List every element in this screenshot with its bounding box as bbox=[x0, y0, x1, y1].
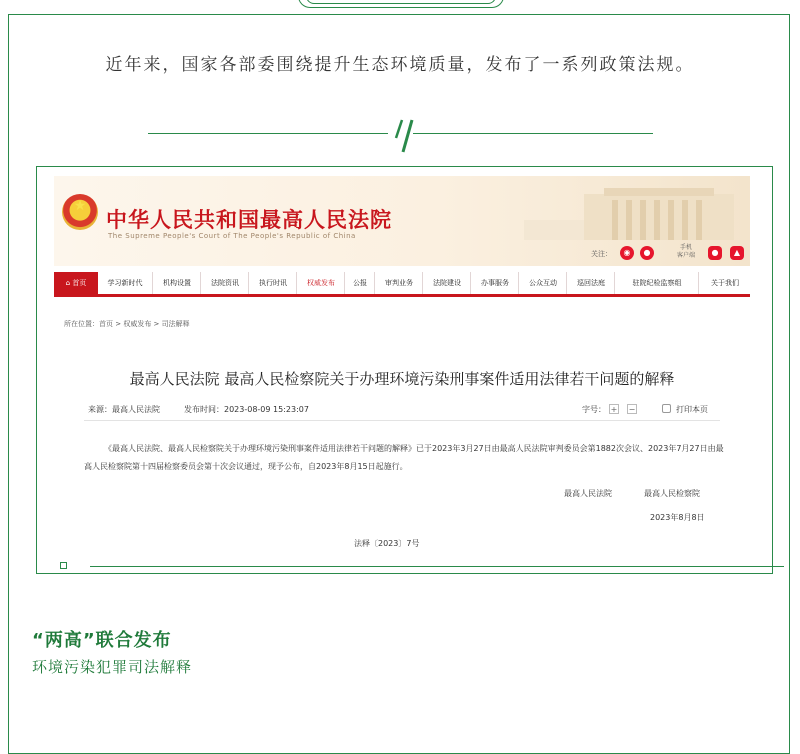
nav-item-court-news[interactable]: 法院资讯 bbox=[200, 272, 249, 294]
caption-subtitle: 环境污染犯罪司法解释 bbox=[32, 658, 193, 676]
nav-item-public-interaction[interactable]: 公众互动 bbox=[518, 272, 567, 294]
document-number: 法释〔2023〕7号 bbox=[354, 539, 420, 548]
article-publish-time: 发布时间：2023-08-09 15:23:07 bbox=[184, 405, 309, 414]
nav-item-organization[interactable]: 机构设置 bbox=[152, 272, 201, 294]
print-page-link[interactable]: 打印本页 bbox=[676, 405, 708, 414]
nav-item-services[interactable]: 办事服务 bbox=[470, 272, 519, 294]
nav-item-authoritative-release[interactable]: 权威发布 bbox=[296, 272, 345, 294]
signing-date: 2023年8月8日 bbox=[650, 513, 705, 522]
nav-item-discipline-group[interactable]: 驻院纪检监察组 bbox=[614, 272, 699, 294]
signer-court: 最高人民法院 bbox=[564, 489, 612, 498]
caption-title: “两高”联合发布 bbox=[32, 630, 172, 651]
android-icon[interactable]: ▲ bbox=[730, 246, 744, 260]
court-building-icon bbox=[524, 180, 750, 240]
signer-procuratorate: 最高人民检察院 bbox=[644, 489, 700, 498]
apple-icon[interactable]: ● bbox=[708, 246, 722, 260]
print-icon[interactable] bbox=[662, 404, 671, 413]
nav-item-gazette[interactable]: 公报 bbox=[344, 272, 375, 294]
article-title: 最高人民法院 最高人民检察院关于办理环境污染刑事案件适用法律若干问题的解释 bbox=[129, 370, 675, 388]
top-tab-inner-decoration bbox=[306, 0, 496, 4]
nav-item-study[interactable]: 学习新时代 bbox=[107, 279, 143, 287]
site-title[interactable]: 中华人民共和国最高人民法院 bbox=[106, 208, 392, 232]
intro-text: 近年来，国家各部委围绕提升生态环境质量，发布了一系列政策法规。 bbox=[105, 55, 695, 75]
screenshot-frame-dot bbox=[60, 562, 67, 569]
font-increase-button[interactable]: + bbox=[610, 405, 618, 414]
wechat-icon[interactable]: ● bbox=[640, 246, 654, 260]
nav-item-home[interactable]: ⌂ 首页 bbox=[54, 272, 98, 294]
emblem-star-icon: ★ bbox=[73, 198, 87, 214]
nav-item-court-building[interactable]: 法院建设 bbox=[422, 272, 471, 294]
court-webpage-screenshot bbox=[54, 176, 750, 561]
meta-divider bbox=[84, 420, 720, 421]
mobile-client-label[interactable]: 手机 客户端 bbox=[676, 244, 695, 259]
divider-slash-icon bbox=[392, 116, 416, 156]
divider-line-right bbox=[413, 133, 653, 134]
divider-line-left bbox=[148, 133, 388, 134]
screenshot-frame-line bbox=[90, 566, 784, 567]
nav-item-execution-news[interactable]: 执行时讯 bbox=[248, 272, 297, 294]
article-source: 来源：最高人民法院 bbox=[88, 405, 160, 414]
nav-item-trial-business[interactable]: 审判业务 bbox=[374, 272, 423, 294]
main-nav bbox=[54, 272, 750, 297]
font-size-label: 字号： bbox=[582, 405, 606, 414]
weibo-icon[interactable]: ◉ bbox=[620, 246, 634, 260]
font-decrease-button[interactable]: − bbox=[628, 405, 636, 414]
article-paragraph: 《最高人民法院、最高人民检察院关于办理环境污染刑事案件适用法律若干问题的解释》已于2023年3月27日由最高人民法院审判委员会第1882次会议、2023年7月27日由最高人民检察院第十四届检察委员会第十次会议通过，现予公布，自2023年8月15日起施行。 bbox=[84, 444, 724, 471]
nav-item-circuit-court[interactable]: 巡回法庭 bbox=[566, 272, 615, 294]
site-subtitle: The Supreme People's Court of The People's Republic of China bbox=[108, 232, 356, 240]
nav-item-about-us[interactable]: 关于我们 bbox=[698, 272, 750, 294]
site-header bbox=[54, 176, 750, 266]
follow-label: 关注： bbox=[591, 250, 612, 258]
breadcrumb[interactable]: 所在位置：首页 > 权威发布 > 司法解释 bbox=[64, 320, 190, 328]
